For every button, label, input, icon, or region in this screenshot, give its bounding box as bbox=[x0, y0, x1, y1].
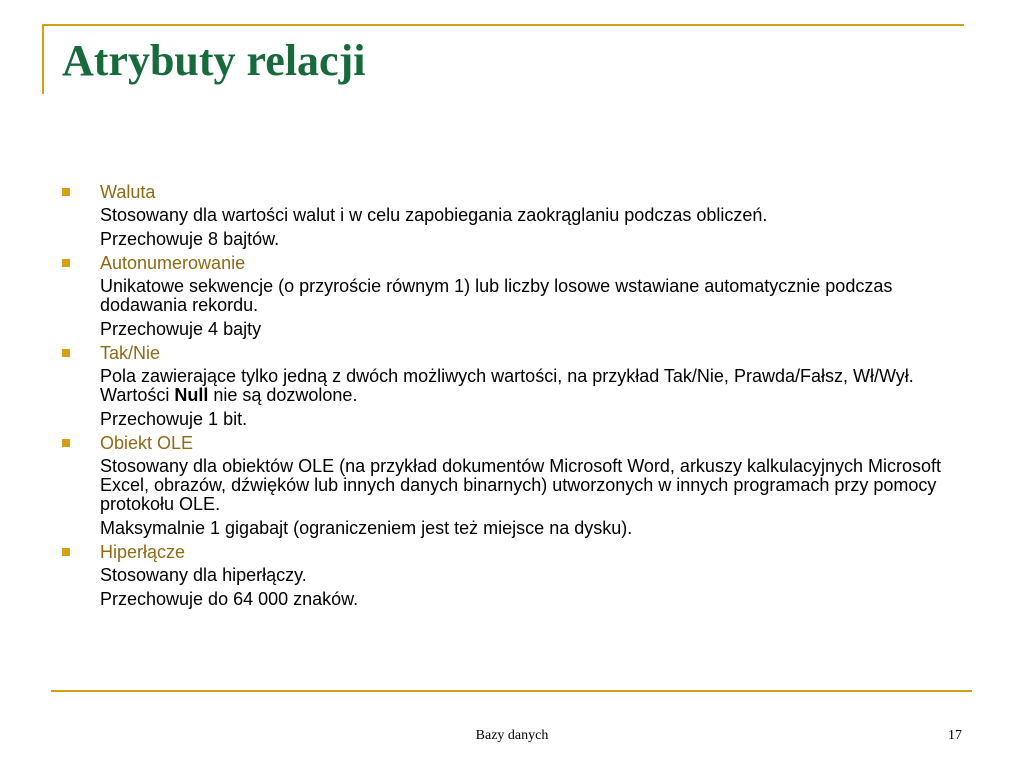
list-item-waluta bbox=[62, 181, 972, 249]
item-storage-size: Przechowuje do 64 000 znaków. bbox=[100, 589, 359, 609]
item-storage-size: Przechowuje 1 bit. bbox=[100, 409, 248, 429]
square-bullet-icon bbox=[62, 349, 70, 357]
list-item-obiekt-ole bbox=[62, 432, 972, 538]
title-frame-top-line bbox=[42, 24, 964, 26]
item-heading-text: Waluta bbox=[100, 182, 156, 202]
square-bullet-icon bbox=[62, 188, 70, 196]
item-description: Stosowany dla obiektów OLE (na przykład dokumentów Microsoft Word, arkuszy kalkulacyjnych Microsoft Excel, obrazów, dźwięków lub innych danych binarnych) utworzonych w innych programach przy pomocy protokołu OLE. bbox=[100, 456, 942, 514]
null-keyword: Null bbox=[174, 385, 209, 405]
slide-title: Atrybuty relacji bbox=[62, 36, 366, 85]
title-frame-left-line bbox=[42, 24, 44, 94]
item-description: Stosowany dla hiperłączy. bbox=[100, 565, 307, 585]
item-storage-size: Maksymalnie 1 gigabajt (ograniczeniem jest też miejsce na dysku). bbox=[100, 518, 633, 538]
description-text-end: nie są dozwolone. bbox=[208, 385, 358, 405]
footer-divider bbox=[51, 690, 972, 692]
list-item-tak-nie bbox=[62, 342, 972, 429]
square-bullet-icon bbox=[62, 548, 70, 556]
item-heading-text: Tak/Nie bbox=[100, 343, 161, 363]
item-heading-autonumerowanie bbox=[62, 252, 972, 274]
description-text-start: Pola zawierające tylko jedną z dwóch możliwych wartości, na przykład Tak/Nie, Prawda/Fałsz, Wł/Wył. Wartości bbox=[100, 366, 914, 405]
item-heading-text: Obiekt OLE bbox=[100, 433, 194, 453]
footer-course-name: Bazy danych bbox=[475, 728, 549, 743]
item-storage-size: Przechowuje 4 bajty bbox=[100, 319, 262, 339]
item-heading-text: Hiperłącze bbox=[100, 542, 186, 562]
item-heading-tak-nie bbox=[62, 342, 972, 364]
item-heading-text: Autonumerowanie bbox=[100, 253, 246, 273]
square-bullet-icon bbox=[62, 439, 70, 447]
square-bullet-icon bbox=[62, 259, 70, 267]
content-list bbox=[62, 181, 972, 609]
list-item-autonumerowanie bbox=[62, 252, 972, 339]
item-description bbox=[100, 367, 972, 405]
item-description: Unikatowe sekwencje (o przyroście równym 1) lub liczby losowe wstawiane automatycznie podczas dodawania rekordu. bbox=[100, 276, 893, 315]
item-heading-waluta bbox=[62, 181, 972, 203]
slide-number: 17 bbox=[948, 728, 962, 743]
list-item-hiperlacze bbox=[62, 541, 972, 609]
item-storage-size: Przechowuje 8 bajtów. bbox=[100, 229, 280, 249]
item-description: Stosowany dla wartości walut i w celu zapobiegania zaokrąglaniu podczas obliczeń. bbox=[100, 205, 768, 225]
item-heading-obiekt-ole bbox=[62, 432, 972, 454]
item-heading-hiperlacze bbox=[62, 541, 972, 563]
